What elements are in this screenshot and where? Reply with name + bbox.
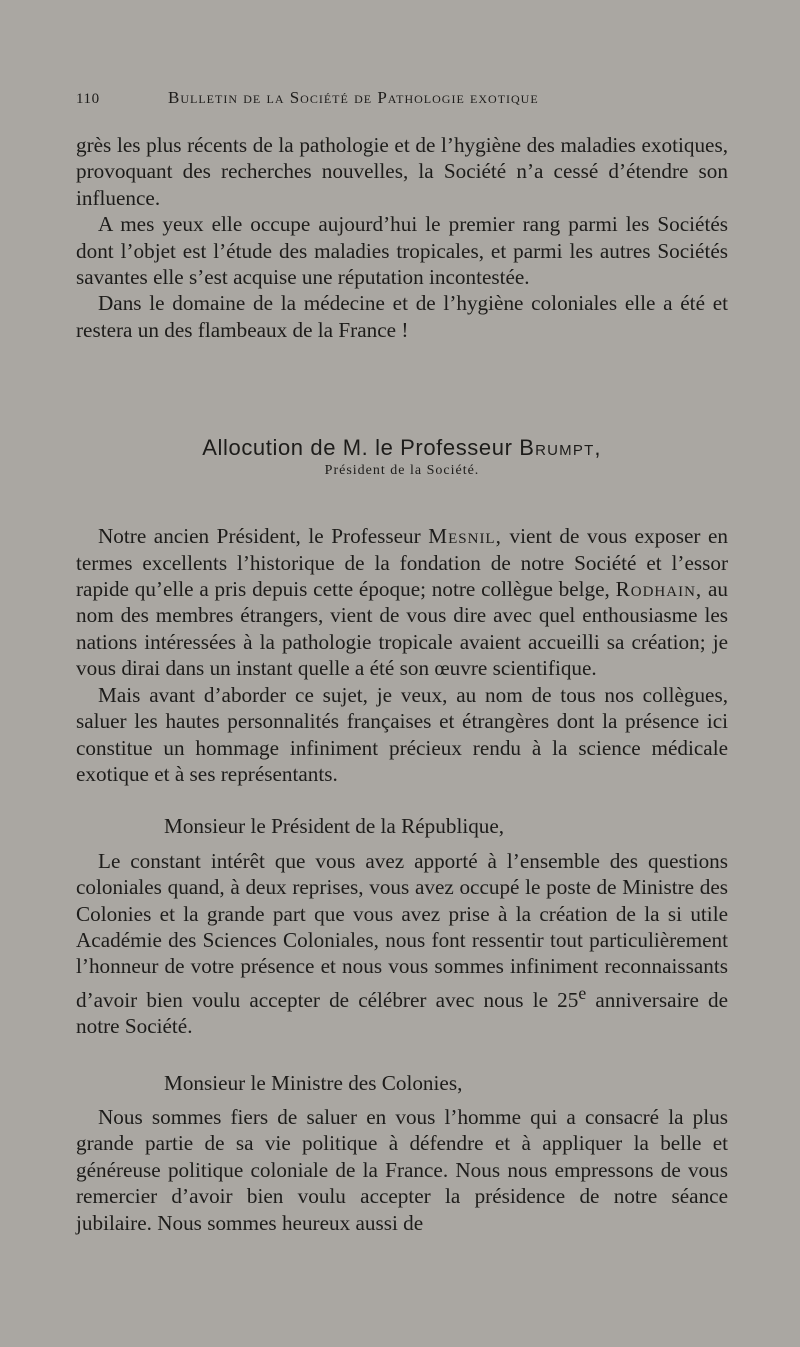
body-paragraph-1-part-c: au nom des membres étrangers, vient de vous dire avec quel enthousiasme les nations intéressées à la pathologie tropicale avaient accueilli sa création; je vous dirai dans un instant quelle a été son œuvre scientifique. xyxy=(76,577,728,681)
body-paragraph-4: Nous sommes fiers de saluer en vous l’homme qui a consacré la plus grande partie de sa vie politique à défendre et à appliquer la belle et généreuse politique coloniale de la France. Nous nous empressons de vous remercier d’avoir bien voulu accepter la présidence de notre séance jubilaire. Nous sommes heureux aussi de xyxy=(76,1105,728,1235)
salutation-minister: Monsieur le Ministre des Colonies, xyxy=(164,1070,463,1095)
section-title-name: Brumpt, xyxy=(519,435,602,461)
salutation-president: Monsieur le Président de la République, xyxy=(164,814,505,839)
running-header xyxy=(76,88,728,108)
body-paragraph-1-part-a: Notre ancien Président, le Professeur xyxy=(98,524,421,549)
ordinal-superscript: e xyxy=(578,982,587,1003)
body-paragraph-3-part-a: Le constant intérêt que vous avez apporté à l’ensemble des questions coloniales quand, à deux reprises, vous avez occupé le poste de Ministre des Colonies et la grande part que vous avez prise à la création de la si utile Académie des Sciences Coloniales, nous font ressentir tout particulièrement l’honneur de votre présence et nous vous sommes infiniment reconnaissants d’avoir bien voulu accepter de célébrer avec nous le 25 xyxy=(76,848,728,1012)
intro-paragraph-3: Dans le domaine de la médecine et de l’hygiène coloniales elle a été et restera un des flambeaux de la France ! xyxy=(76,291,728,342)
body-paragraph-1-part-b: vient de vous exposer en termes excellents l’historique de la fondation de notre Société et l’essor rapide qu’elle a pris depuis cette époque; notre collègue belge, xyxy=(76,524,729,602)
body-paragraph-3-part-b: anniversaire de notre Société. xyxy=(76,987,728,1039)
person-name-rodhain: Rodhain, xyxy=(615,577,703,602)
section-title-prefix: Allocution de M. le Professeur xyxy=(202,435,513,461)
person-name-mesnil: Mesnil, xyxy=(428,524,502,549)
intro-paragraph-1: grès les plus récents de la pathologie et de l’hygiène des maladies exotiques, provoquant des recherches nouvelles, la Société n’a cessé d’étendre son influence. xyxy=(76,133,728,210)
section-title xyxy=(76,435,728,461)
running-title: Bulletin de la Société de Pathologie exotique xyxy=(168,88,539,107)
page-number: 110 xyxy=(76,91,100,107)
body-paragraph-1 xyxy=(76,523,728,681)
section-subtitle: Président de la Société. xyxy=(324,463,480,479)
body-paragraph-2: Mais avant d’aborder ce sujet, je veux, au nom de tous nos collègues, saluer les hautes personnalités françaises et étrangères dont la présence ici constitue un hommage infiniment précieux rendu à la science médicale exotique et à ses représentants. xyxy=(76,682,728,786)
intro-paragraph-2: A mes yeux elle occupe aujourd’hui le premier rang parmi les Sociétés dont l’objet est l’étude des maladies tropicales, et parmi les autres Sociétés savantes elle s’est acquise une réputation incontestée. xyxy=(76,212,728,290)
body-paragraph-3 xyxy=(76,848,728,1040)
